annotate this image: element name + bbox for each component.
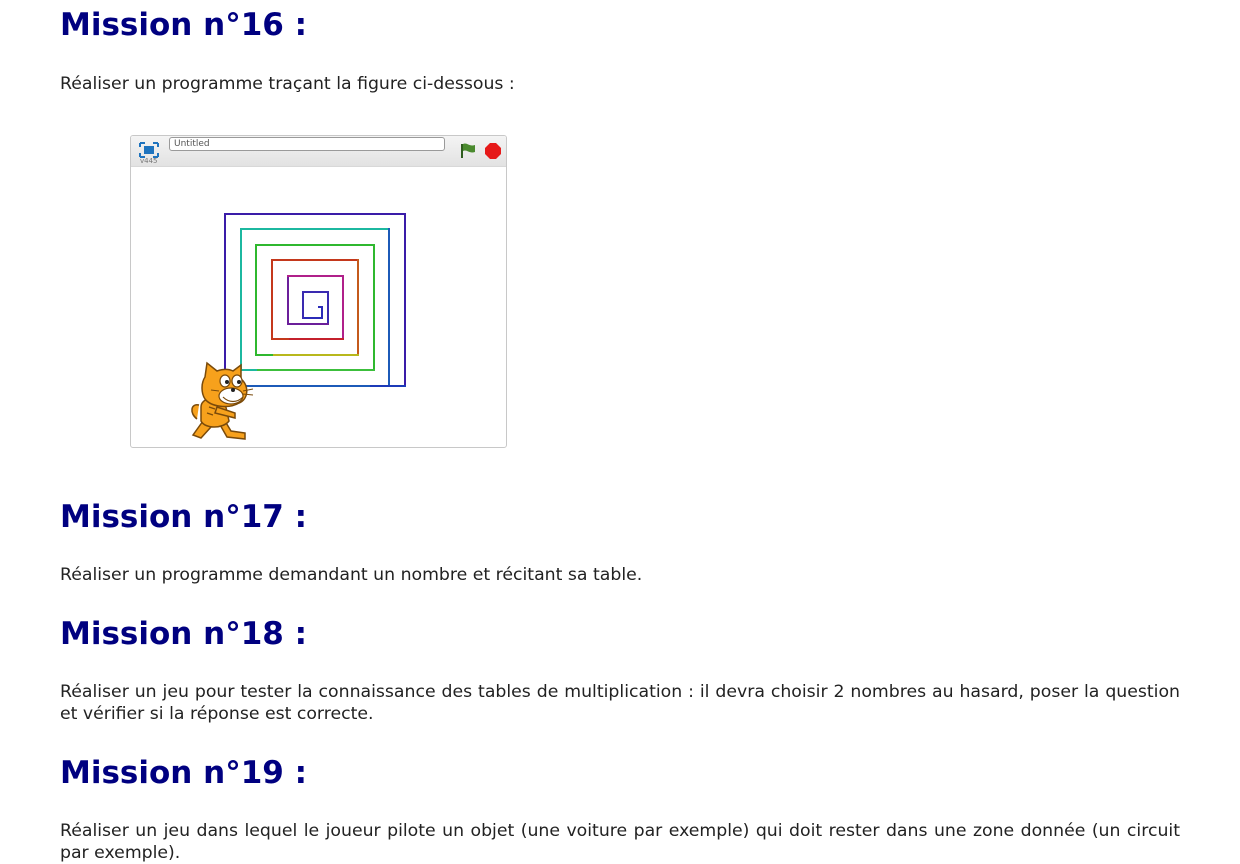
stage-toolbar [131,136,506,167]
version-label: v445 [140,157,158,165]
mission-16-title: Mission n°16 : [60,7,308,43]
green-flag-icon[interactable] [459,142,477,159]
mission-17-title: Mission n°17 : [60,499,308,535]
fullscreen-icon[interactable] [139,142,159,158]
square-spiral [225,214,405,386]
mission-18-title: Mission n°18 : [60,616,308,652]
mission-19-title: Mission n°19 : [60,755,308,791]
stop-icon[interactable] [485,143,501,159]
mission-17-text: Réaliser un programme demandant un nombre et récitant sa table. [60,565,643,585]
project-title-input[interactable] [169,137,445,151]
scratch-stage [130,135,507,448]
mission-19-text: Réaliser un jeu dans lequel le joueur pilote un objet (une voiture par exemple) qui doit rester dans une zone donnée (un circuit par exemple). [60,821,1180,863]
cat-sprite [192,363,253,439]
mission-16-text: Réaliser un programme traçant la figure ci-dessous : [60,74,515,94]
mission-18-text: Réaliser un jeu pour tester la connaissance des tables de multiplication : il devra choisir 2 nombres au hasard, poser la question et vérifier si la réponse est correcte. [60,682,1180,724]
stage-canvas [131,167,506,447]
